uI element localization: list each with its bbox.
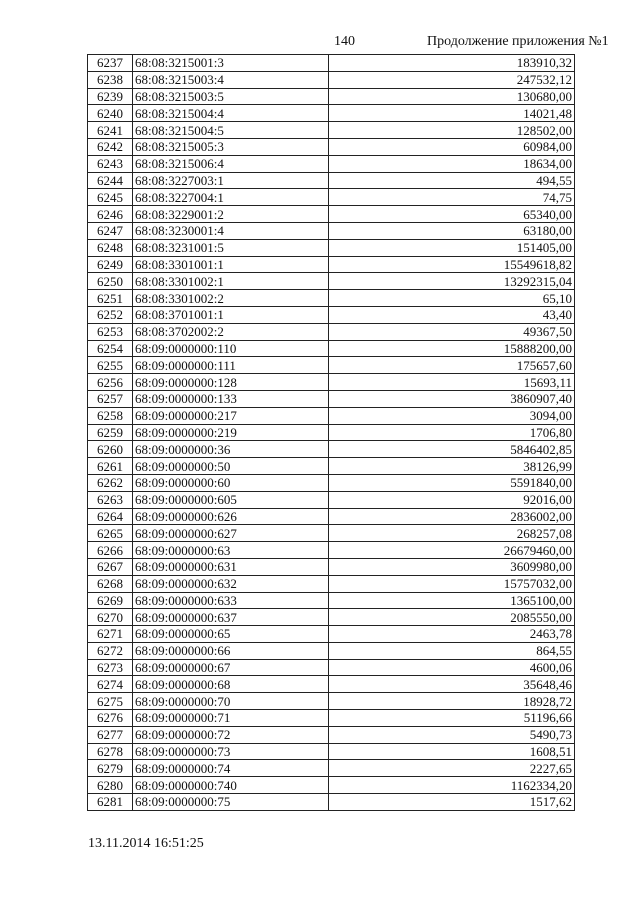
table-row [88, 155, 575, 172]
cadastral-number-cell: 68:08:3215004:5 [133, 122, 329, 139]
value-cell: 63180,00 [329, 222, 575, 239]
row-number-cell: 6271 [88, 626, 133, 643]
table-row [88, 239, 575, 256]
table-row [88, 340, 575, 357]
value-cell: 2227,65 [329, 760, 575, 777]
row-number-cell: 6241 [88, 122, 133, 139]
value-cell: 26679460,00 [329, 542, 575, 559]
value-cell: 1162334,20 [329, 777, 575, 794]
cadastral-number-cell: 68:09:0000000:72 [133, 726, 329, 743]
value-cell: 2085550,00 [329, 609, 575, 626]
value-cell: 1706,80 [329, 424, 575, 441]
value-cell: 65,10 [329, 290, 575, 307]
table-row [88, 88, 575, 105]
table-row [88, 206, 575, 223]
table-row [88, 525, 575, 542]
table-row [88, 458, 575, 475]
value-cell: 43,40 [329, 306, 575, 323]
row-number-cell: 6280 [88, 777, 133, 794]
table-row [88, 777, 575, 794]
table-row [88, 306, 575, 323]
print-timestamp: 13.11.2014 16:51:25 [88, 836, 204, 851]
cadastral-number-cell: 68:09:0000000:36 [133, 441, 329, 458]
cadastral-number-cell: 68:08:3215001:3 [133, 55, 329, 72]
table-row [88, 189, 575, 206]
row-number-cell: 6250 [88, 273, 133, 290]
table-row [88, 642, 575, 659]
cadastral-number-cell: 68:09:0000000:110 [133, 340, 329, 357]
cadastral-number-cell: 68:09:0000000:50 [133, 458, 329, 475]
table-row [88, 575, 575, 592]
row-number-cell: 6246 [88, 206, 133, 223]
table-row [88, 441, 575, 458]
cadastral-number-cell: 68:08:3301002:2 [133, 290, 329, 307]
cadastral-number-cell: 68:09:0000000:68 [133, 676, 329, 693]
table-row [88, 172, 575, 189]
row-number-cell: 6270 [88, 609, 133, 626]
cadastral-number-cell: 68:09:0000000:128 [133, 374, 329, 391]
cadastral-number-cell: 68:09:0000000:627 [133, 525, 329, 542]
value-cell: 3860907,40 [329, 390, 575, 407]
cadastral-number-cell: 68:08:3215003:5 [133, 88, 329, 105]
cadastral-number-cell: 68:09:0000000:70 [133, 693, 329, 710]
row-number-cell: 6274 [88, 676, 133, 693]
row-number-cell: 6264 [88, 508, 133, 525]
value-cell: 35648,46 [329, 676, 575, 693]
table-row [88, 390, 575, 407]
row-number-cell: 6253 [88, 323, 133, 340]
value-cell: 2463,78 [329, 626, 575, 643]
row-number-cell: 6281 [88, 794, 133, 811]
row-number-cell: 6273 [88, 659, 133, 676]
value-cell: 183910,32 [329, 55, 575, 72]
cadastral-number-cell: 68:08:3227003:1 [133, 172, 329, 189]
value-cell: 2836002,00 [329, 508, 575, 525]
value-cell: 18928,72 [329, 693, 575, 710]
value-cell: 151405,00 [329, 239, 575, 256]
value-cell: 5490,73 [329, 726, 575, 743]
table-row [88, 542, 575, 559]
row-number-cell: 6257 [88, 390, 133, 407]
cadastral-number-cell: 68:09:0000000:740 [133, 777, 329, 794]
row-number-cell: 6251 [88, 290, 133, 307]
row-number-cell: 6242 [88, 138, 133, 155]
cadastral-number-cell: 68:08:3701001:1 [133, 306, 329, 323]
cadastral-number-cell: 68:08:3229001:2 [133, 206, 329, 223]
page-header-title: Продолжение приложения №1 [427, 34, 609, 49]
cadastral-number-cell: 68:08:3227004:1 [133, 189, 329, 206]
cadastral-number-cell: 68:09:0000000:66 [133, 642, 329, 659]
table-row [88, 273, 575, 290]
row-number-cell: 6245 [88, 189, 133, 206]
table-row [88, 760, 575, 777]
cadastral-number-cell: 68:09:0000000:133 [133, 390, 329, 407]
cadastral-number-cell: 68:08:3215004:4 [133, 105, 329, 122]
row-number-cell: 6265 [88, 525, 133, 542]
cadastral-number-cell: 68:08:3215006:4 [133, 155, 329, 172]
row-number-cell: 6248 [88, 239, 133, 256]
row-number-cell: 6275 [88, 693, 133, 710]
row-number-cell: 6243 [88, 155, 133, 172]
value-cell: 38126,99 [329, 458, 575, 475]
value-cell: 128502,00 [329, 122, 575, 139]
cadastral-number-cell: 68:08:3215003:4 [133, 71, 329, 88]
value-cell: 15549618,82 [329, 256, 575, 273]
row-number-cell: 6269 [88, 592, 133, 609]
value-cell: 65340,00 [329, 206, 575, 223]
value-cell: 1517,62 [329, 794, 575, 811]
cadastral-number-cell: 68:09:0000000:217 [133, 407, 329, 424]
row-number-cell: 6247 [88, 222, 133, 239]
table-row [88, 55, 575, 72]
cadastral-number-cell: 68:08:3215005:3 [133, 138, 329, 155]
row-number-cell: 6262 [88, 474, 133, 491]
table-body [88, 55, 575, 811]
cadastral-number-cell: 68:09:0000000:74 [133, 760, 329, 777]
value-cell: 494,55 [329, 172, 575, 189]
cadastral-number-cell: 68:08:3231001:5 [133, 239, 329, 256]
table-row [88, 256, 575, 273]
table-row [88, 794, 575, 811]
value-cell: 3094,00 [329, 407, 575, 424]
row-number-cell: 6278 [88, 743, 133, 760]
table-row [88, 726, 575, 743]
row-number-cell: 6239 [88, 88, 133, 105]
value-cell: 864,55 [329, 642, 575, 659]
value-cell: 92016,00 [329, 491, 575, 508]
table-row [88, 71, 575, 88]
cadastral-number-cell: 68:09:0000000:637 [133, 609, 329, 626]
row-number-cell: 6260 [88, 441, 133, 458]
cadastral-number-cell: 68:09:0000000:633 [133, 592, 329, 609]
cadastral-number-cell: 68:09:0000000:626 [133, 508, 329, 525]
table-row [88, 323, 575, 340]
table-row [88, 374, 575, 391]
value-cell: 15693,11 [329, 374, 575, 391]
page-number: 140 [334, 34, 355, 49]
cadastral-number-cell: 68:09:0000000:219 [133, 424, 329, 441]
value-cell: 4600,06 [329, 659, 575, 676]
cadastral-number-cell: 68:09:0000000:65 [133, 626, 329, 643]
row-number-cell: 6237 [88, 55, 133, 72]
cadastral-number-cell: 68:09:0000000:75 [133, 794, 329, 811]
cadastral-number-cell: 68:09:0000000:632 [133, 575, 329, 592]
value-cell: 18634,00 [329, 155, 575, 172]
cadastral-number-cell: 68:09:0000000:60 [133, 474, 329, 491]
value-cell: 14021,48 [329, 105, 575, 122]
row-number-cell: 6249 [88, 256, 133, 273]
value-cell: 268257,08 [329, 525, 575, 542]
table-row [88, 122, 575, 139]
table-row [88, 676, 575, 693]
value-cell: 1608,51 [329, 743, 575, 760]
table-row [88, 558, 575, 575]
table-row [88, 474, 575, 491]
row-number-cell: 6240 [88, 105, 133, 122]
value-cell: 74,75 [329, 189, 575, 206]
value-cell: 5591840,00 [329, 474, 575, 491]
table-row [88, 491, 575, 508]
cadastral-number-cell: 68:08:3301002:1 [133, 273, 329, 290]
cadastral-number-cell: 68:09:0000000:605 [133, 491, 329, 508]
value-cell: 13292315,04 [329, 273, 575, 290]
row-number-cell: 6272 [88, 642, 133, 659]
cadastral-number-cell: 68:08:3230001:4 [133, 222, 329, 239]
cadastral-number-cell: 68:09:0000000:71 [133, 710, 329, 727]
value-cell: 175657,60 [329, 357, 575, 374]
row-number-cell: 6255 [88, 357, 133, 374]
cadastral-number-cell: 68:09:0000000:67 [133, 659, 329, 676]
row-number-cell: 6258 [88, 407, 133, 424]
table-row [88, 105, 575, 122]
cadastral-number-cell: 68:09:0000000:63 [133, 542, 329, 559]
value-cell: 130680,00 [329, 88, 575, 105]
value-cell: 49367,50 [329, 323, 575, 340]
row-number-cell: 6268 [88, 575, 133, 592]
row-number-cell: 6254 [88, 340, 133, 357]
value-cell: 247532,12 [329, 71, 575, 88]
row-number-cell: 6263 [88, 491, 133, 508]
row-number-cell: 6267 [88, 558, 133, 575]
table-row [88, 626, 575, 643]
value-cell: 51196,66 [329, 710, 575, 727]
row-number-cell: 6259 [88, 424, 133, 441]
value-cell: 15757032,00 [329, 575, 575, 592]
table-row [88, 424, 575, 441]
value-cell: 5846402,85 [329, 441, 575, 458]
row-number-cell: 6277 [88, 726, 133, 743]
table-row [88, 290, 575, 307]
row-number-cell: 6279 [88, 760, 133, 777]
value-cell: 15888200,00 [329, 340, 575, 357]
value-cell: 60984,00 [329, 138, 575, 155]
row-number-cell: 6256 [88, 374, 133, 391]
table-row [88, 592, 575, 609]
row-number-cell: 6252 [88, 306, 133, 323]
cadastral-number-cell: 68:09:0000000:73 [133, 743, 329, 760]
table-row [88, 508, 575, 525]
cadastral-number-cell: 68:08:3702002:2 [133, 323, 329, 340]
row-number-cell: 6244 [88, 172, 133, 189]
table-row [88, 222, 575, 239]
table-row [88, 138, 575, 155]
table-row [88, 710, 575, 727]
cadastral-table [87, 54, 575, 811]
row-number-cell: 6261 [88, 458, 133, 475]
table-row [88, 659, 575, 676]
table-row [88, 743, 575, 760]
row-number-cell: 6238 [88, 71, 133, 88]
value-cell: 1365100,00 [329, 592, 575, 609]
cadastral-number-cell: 68:09:0000000:631 [133, 558, 329, 575]
cadastral-number-cell: 68:08:3301001:1 [133, 256, 329, 273]
table-row [88, 693, 575, 710]
table-row [88, 357, 575, 374]
table-row [88, 609, 575, 626]
cadastral-number-cell: 68:09:0000000:111 [133, 357, 329, 374]
row-number-cell: 6276 [88, 710, 133, 727]
value-cell: 3609980,00 [329, 558, 575, 575]
table-row [88, 407, 575, 424]
row-number-cell: 6266 [88, 542, 133, 559]
